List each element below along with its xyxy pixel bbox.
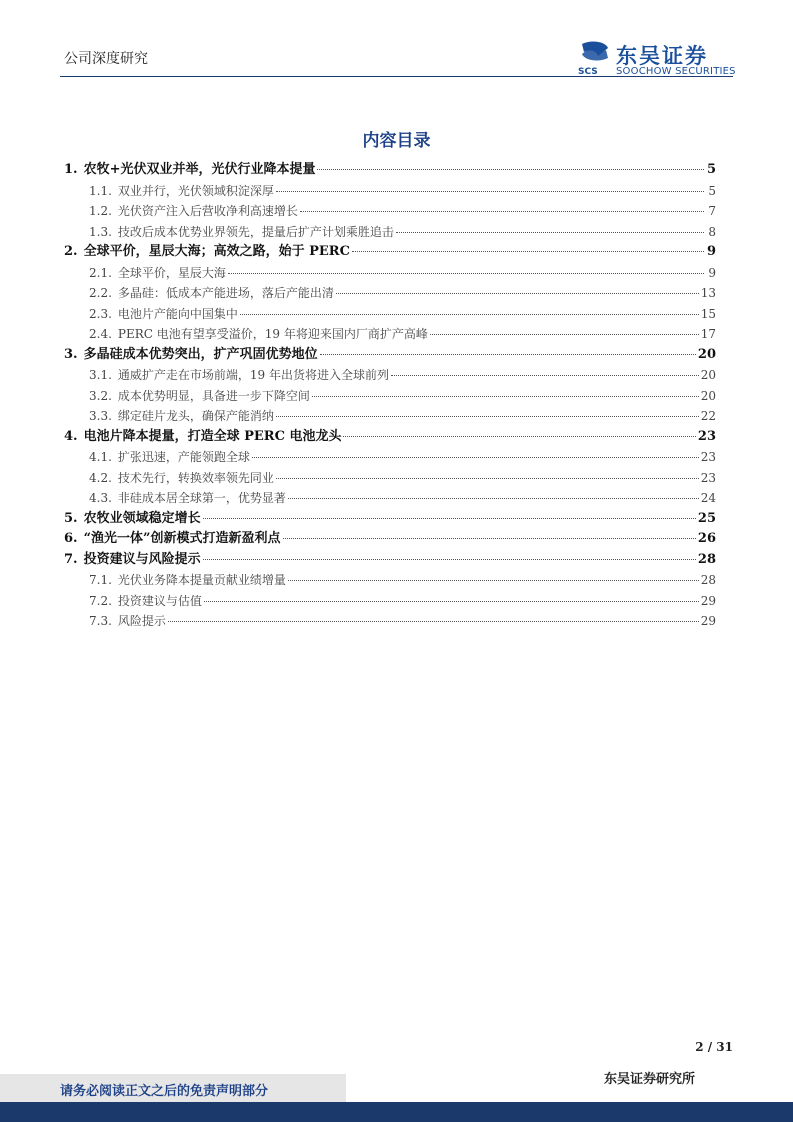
- toc-dot-leader: [320, 354, 696, 355]
- toc-entry-page: 29: [700, 593, 716, 608]
- toc-section-entry[interactable]: [64, 529, 716, 550]
- toc-entry-title: 投资建议与风险提示: [83, 551, 201, 567]
- footer-firm-name: 东吴证券研究所: [604, 1072, 696, 1087]
- toc-dot-leader: [288, 498, 699, 499]
- toc-entry-title: 电池片产能向中国集中: [117, 306, 238, 321]
- toc-entry-number: 1.: [64, 162, 78, 177]
- toc-subsection-entry[interactable]: [64, 365, 716, 386]
- toc-subsection-entry[interactable]: [64, 304, 716, 325]
- toc-section-entry[interactable]: [64, 242, 716, 263]
- toc-entry-title: 技术先行，转换效率领先同业: [117, 470, 274, 485]
- toc-entry-page: 5: [708, 183, 716, 198]
- toc-entry-number: 4.: [64, 428, 78, 444]
- toc-subsection-entry[interactable]: [64, 406, 716, 427]
- toc-entry-number: 2.3.: [89, 306, 112, 321]
- toc-entry-title: “渔光一体”创新模式打造新盈利点: [83, 531, 281, 546]
- toc-entry-title: 电池片降本提量，打造全球 PERC 电池龙头: [83, 428, 342, 444]
- toc-entry-number: 7.2.: [89, 593, 112, 608]
- toc-subsection-entry[interactable]: [64, 570, 716, 591]
- toc-entry-title: 成本优势明显，具备进一步下降空间: [117, 388, 310, 403]
- toc-entry-number: 7.: [64, 551, 78, 567]
- logo-mark-icon: [578, 40, 612, 80]
- toc-subsection-entry[interactable]: [64, 468, 716, 489]
- toc-section-entry[interactable]: [64, 550, 716, 571]
- toc-subsection-entry[interactable]: [64, 488, 716, 509]
- toc-entry-title: 双业并行，光伏领域积淀深厚: [117, 183, 274, 198]
- toc-dot-leader: [203, 559, 696, 560]
- toc-section-entry[interactable]: [64, 345, 716, 366]
- header-divider: [60, 76, 733, 77]
- toc-entry-page: 5: [706, 162, 716, 177]
- toc-entry-title: 扩张迅速，产能领跑全球: [117, 450, 250, 464]
- toc-entry-title: 全球平价，星辰大海；高效之路，始于 PERC: [83, 244, 350, 259]
- toc-entry-title: 农牧+光伏双业并举，光伏行业降本提量: [83, 162, 316, 177]
- page-number: 2 / 31: [695, 1040, 733, 1054]
- toc-entry-page: 24: [700, 491, 716, 505]
- toc-entry-page: 9: [706, 244, 716, 259]
- toc-entry-title: 光伏业务降本提量贡献业绩增量: [117, 573, 286, 587]
- toc-dot-leader: [283, 538, 696, 539]
- toc-subsection-entry[interactable]: [64, 591, 716, 612]
- toc-entry-page: 28: [700, 573, 716, 587]
- logo-english-name: SOOCHOW SECURITIES: [616, 66, 736, 77]
- toc-entry-page: 26: [697, 531, 716, 546]
- toc-entry-page: 22: [700, 409, 716, 423]
- toc-dot-leader: [300, 211, 704, 212]
- toc-entry-title: 非硅成本居全球第一，优势显著: [117, 491, 286, 505]
- toc-entry-number: 2.4.: [89, 327, 112, 341]
- table-of-contents: [64, 160, 716, 632]
- toc-entry-page: 8: [708, 224, 716, 239]
- toc-entry-page: 7: [708, 204, 716, 218]
- toc-subsection-entry[interactable]: [64, 201, 716, 222]
- footer-disclaimer: 请务必阅读正文之后的免责声明部分: [60, 1084, 269, 1099]
- toc-dot-leader: [252, 457, 699, 458]
- toc-entry-title: 投资建议与估值: [117, 593, 202, 608]
- toc-entry-page: 29: [700, 614, 716, 628]
- toc-dot-leader: [430, 334, 699, 335]
- toc-entry-number: 7.1.: [89, 573, 112, 587]
- toc-dot-leader: [343, 436, 695, 437]
- toc-entry-page: 25: [697, 510, 716, 526]
- toc-entry-number: 3.: [64, 346, 78, 362]
- toc-section-entry[interactable]: [64, 427, 716, 448]
- toc-subsection-entry[interactable]: [64, 447, 716, 468]
- toc-dot-leader: [391, 375, 699, 376]
- toc-entry-number: 3.1.: [89, 368, 112, 382]
- toc-subsection-entry[interactable]: [64, 263, 716, 284]
- toc-entry-number: 2.2.: [89, 286, 112, 300]
- toc-entry-number: 4.1.: [89, 450, 112, 464]
- toc-subsection-entry[interactable]: [64, 611, 716, 632]
- toc-dot-leader: [276, 478, 699, 479]
- toc-dot-leader: [336, 293, 699, 294]
- toc-dot-leader: [240, 314, 699, 315]
- toc-entry-number: 5.: [64, 510, 78, 526]
- toc-entry-number: 4.2.: [89, 470, 112, 485]
- toc-entry-page: 9: [708, 265, 716, 280]
- toc-entry-title: 光伏资产注入后营收净利高速增长: [117, 204, 298, 218]
- toc-dot-leader: [312, 396, 699, 397]
- toc-entry-page: 20: [697, 346, 716, 362]
- toc-entry-page: 15: [700, 306, 716, 321]
- toc-dot-leader: [168, 621, 699, 622]
- toc-entry-number: 1.1.: [89, 183, 112, 198]
- toc-dot-leader: [276, 191, 704, 192]
- toc-section-entry[interactable]: [64, 160, 716, 181]
- toc-entry-number: 6.: [64, 531, 78, 546]
- toc-entry-title: 通威扩产走在市场前端，19 年出货将进入全球前列: [117, 368, 389, 382]
- toc-entry-title: 多晶硅成本优势突出，扩产巩固优势地位: [83, 346, 318, 362]
- toc-entry-number: 2.1.: [89, 265, 112, 280]
- toc-entry-page: 20: [700, 388, 716, 403]
- toc-entry-number: 1.3.: [89, 224, 112, 239]
- toc-entry-title: 绑定硅片龙头，确保产能消纳: [117, 409, 274, 423]
- footer-bar: [0, 1102, 793, 1122]
- toc-entry-number: 2.: [64, 244, 78, 259]
- toc-dot-leader: [204, 601, 699, 602]
- toc-entry-page: 28: [697, 551, 716, 567]
- toc-entry-number: 3.2.: [89, 388, 112, 403]
- svg-text:SCS: SCS: [578, 67, 598, 77]
- toc-title: 内容目录: [362, 131, 431, 151]
- toc-entry-number: 3.3.: [89, 409, 112, 423]
- toc-entry-number: 1.2.: [89, 204, 112, 218]
- toc-entry-title: 技改后成本优势业界领先，提量后扩产计划乘胜追击: [117, 224, 394, 239]
- toc-subsection-entry[interactable]: [64, 283, 716, 304]
- toc-dot-leader: [317, 169, 704, 170]
- toc-dot-leader: [276, 416, 699, 417]
- toc-entry-page: 20: [700, 368, 716, 382]
- toc-entry-page: 13: [700, 286, 716, 300]
- toc-subsection-entry[interactable]: [64, 222, 716, 243]
- toc-dot-leader: [288, 580, 699, 581]
- logo-chinese-name: 东吴证券: [616, 44, 708, 68]
- toc-section-entry[interactable]: [64, 509, 716, 530]
- toc-entry-title: 风险提示: [117, 614, 166, 628]
- toc-entry-title: 多晶硅：低成本产能进场，落后产能出清: [117, 286, 334, 300]
- toc-subsection-entry[interactable]: [64, 324, 716, 345]
- toc-entry-page: 17: [700, 327, 716, 341]
- toc-entry-title: 农牧业领域稳定增长: [83, 510, 201, 526]
- toc-entry-page: 23: [700, 470, 716, 485]
- toc-entry-title: PERC 电池有望享受溢价，19 年将迎来国内厂商扩产高峰: [117, 327, 428, 341]
- toc-subsection-entry[interactable]: [64, 181, 716, 202]
- toc-dot-leader: [228, 273, 704, 274]
- toc-dot-leader: [352, 251, 704, 252]
- toc-dot-leader: [396, 232, 704, 233]
- toc-entry-title: 全球平价，星辰大海: [117, 265, 226, 280]
- toc-dot-leader: [203, 518, 696, 519]
- toc-entry-page: 23: [697, 428, 716, 444]
- toc-entry-number: 4.3.: [89, 491, 112, 505]
- toc-entry-page: 23: [700, 450, 716, 464]
- report-type-label: 公司深度研究: [64, 51, 148, 67]
- toc-entry-number: 7.3.: [89, 614, 112, 628]
- toc-subsection-entry[interactable]: [64, 386, 716, 407]
